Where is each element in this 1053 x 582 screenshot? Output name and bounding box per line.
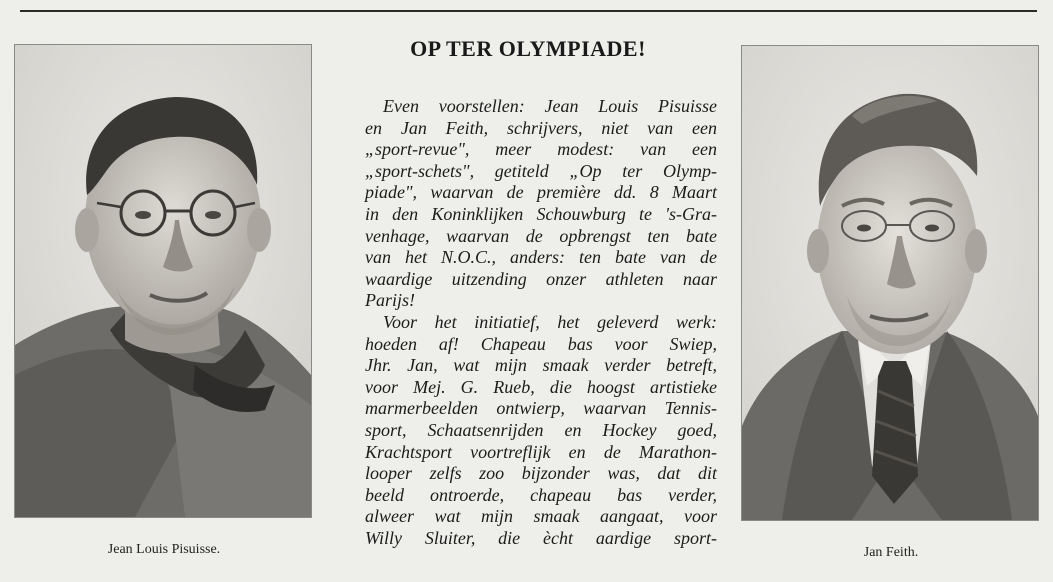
body-line: sport, Schaatsenrijden en Hockey goed,: [365, 419, 717, 440]
article-body: [365, 96, 717, 549]
portrait-photo-pisuisse: [14, 44, 312, 518]
portrait-pisuisse-drawing: [15, 45, 311, 517]
body-line: hoeden af! Chapeau bas voor Swiep,: [365, 333, 717, 354]
caption-pisuisse: Jean Louis Pisuisse.: [107, 542, 221, 557]
body-line: Even voorstellen: Jean Louis Pisuisse: [383, 96, 717, 116]
body-line: in den Koninklijken Schouwburg te 's-Gra-: [365, 203, 717, 224]
caption-feith: Jan Feith.: [863, 545, 919, 560]
body-line: Krachtsport voortreflijk en de Marathon-: [365, 441, 717, 462]
portrait-feith-drawing: [742, 46, 1038, 520]
body-line: van het N.O.C., anders: ten bate van de: [365, 247, 717, 268]
body-line: „sport-schets", getiteld „Op ter Olymp-: [365, 160, 717, 181]
portrait-photo-feith: [741, 45, 1039, 521]
article-title: OP TER OLYMPIADE!: [410, 36, 646, 61]
body-line: Parijs!: [365, 290, 416, 311]
top-rule: [20, 10, 1037, 12]
body-line: Jhr. Jan, wat mijn smaak verder betreft,: [365, 355, 717, 376]
body-line: beeld ontroerde, chapeau bas verder,: [365, 484, 717, 505]
body-line: voor Mej. G. Rueb, die hoogst artistieke: [365, 376, 717, 397]
body-line: looper zelfs zoo bijzonder was, dat dit: [365, 463, 717, 484]
body-line: alweer wat mijn smaak aangaat, voor: [365, 506, 717, 527]
body-line: piade", waarvan de première dd. 8 Maart: [365, 182, 717, 203]
body-line: Voor het initiatief, het geleverd werk:: [383, 311, 717, 332]
body-line: venhage, waarvan de opbrengst ten bate: [365, 225, 717, 246]
body-line: „sport-revue", meer modest: van een: [365, 139, 717, 160]
body-line: marmerbeelden ontwierp, waarvan Tennis-: [365, 398, 717, 419]
body-line: Willy Sluiter, die ècht aardige sport-: [365, 527, 717, 548]
body-line: waardige uitzending onzer athleten naar: [365, 268, 717, 289]
body-line: en Jan Feith, schrijvers, niet van een: [365, 117, 717, 138]
